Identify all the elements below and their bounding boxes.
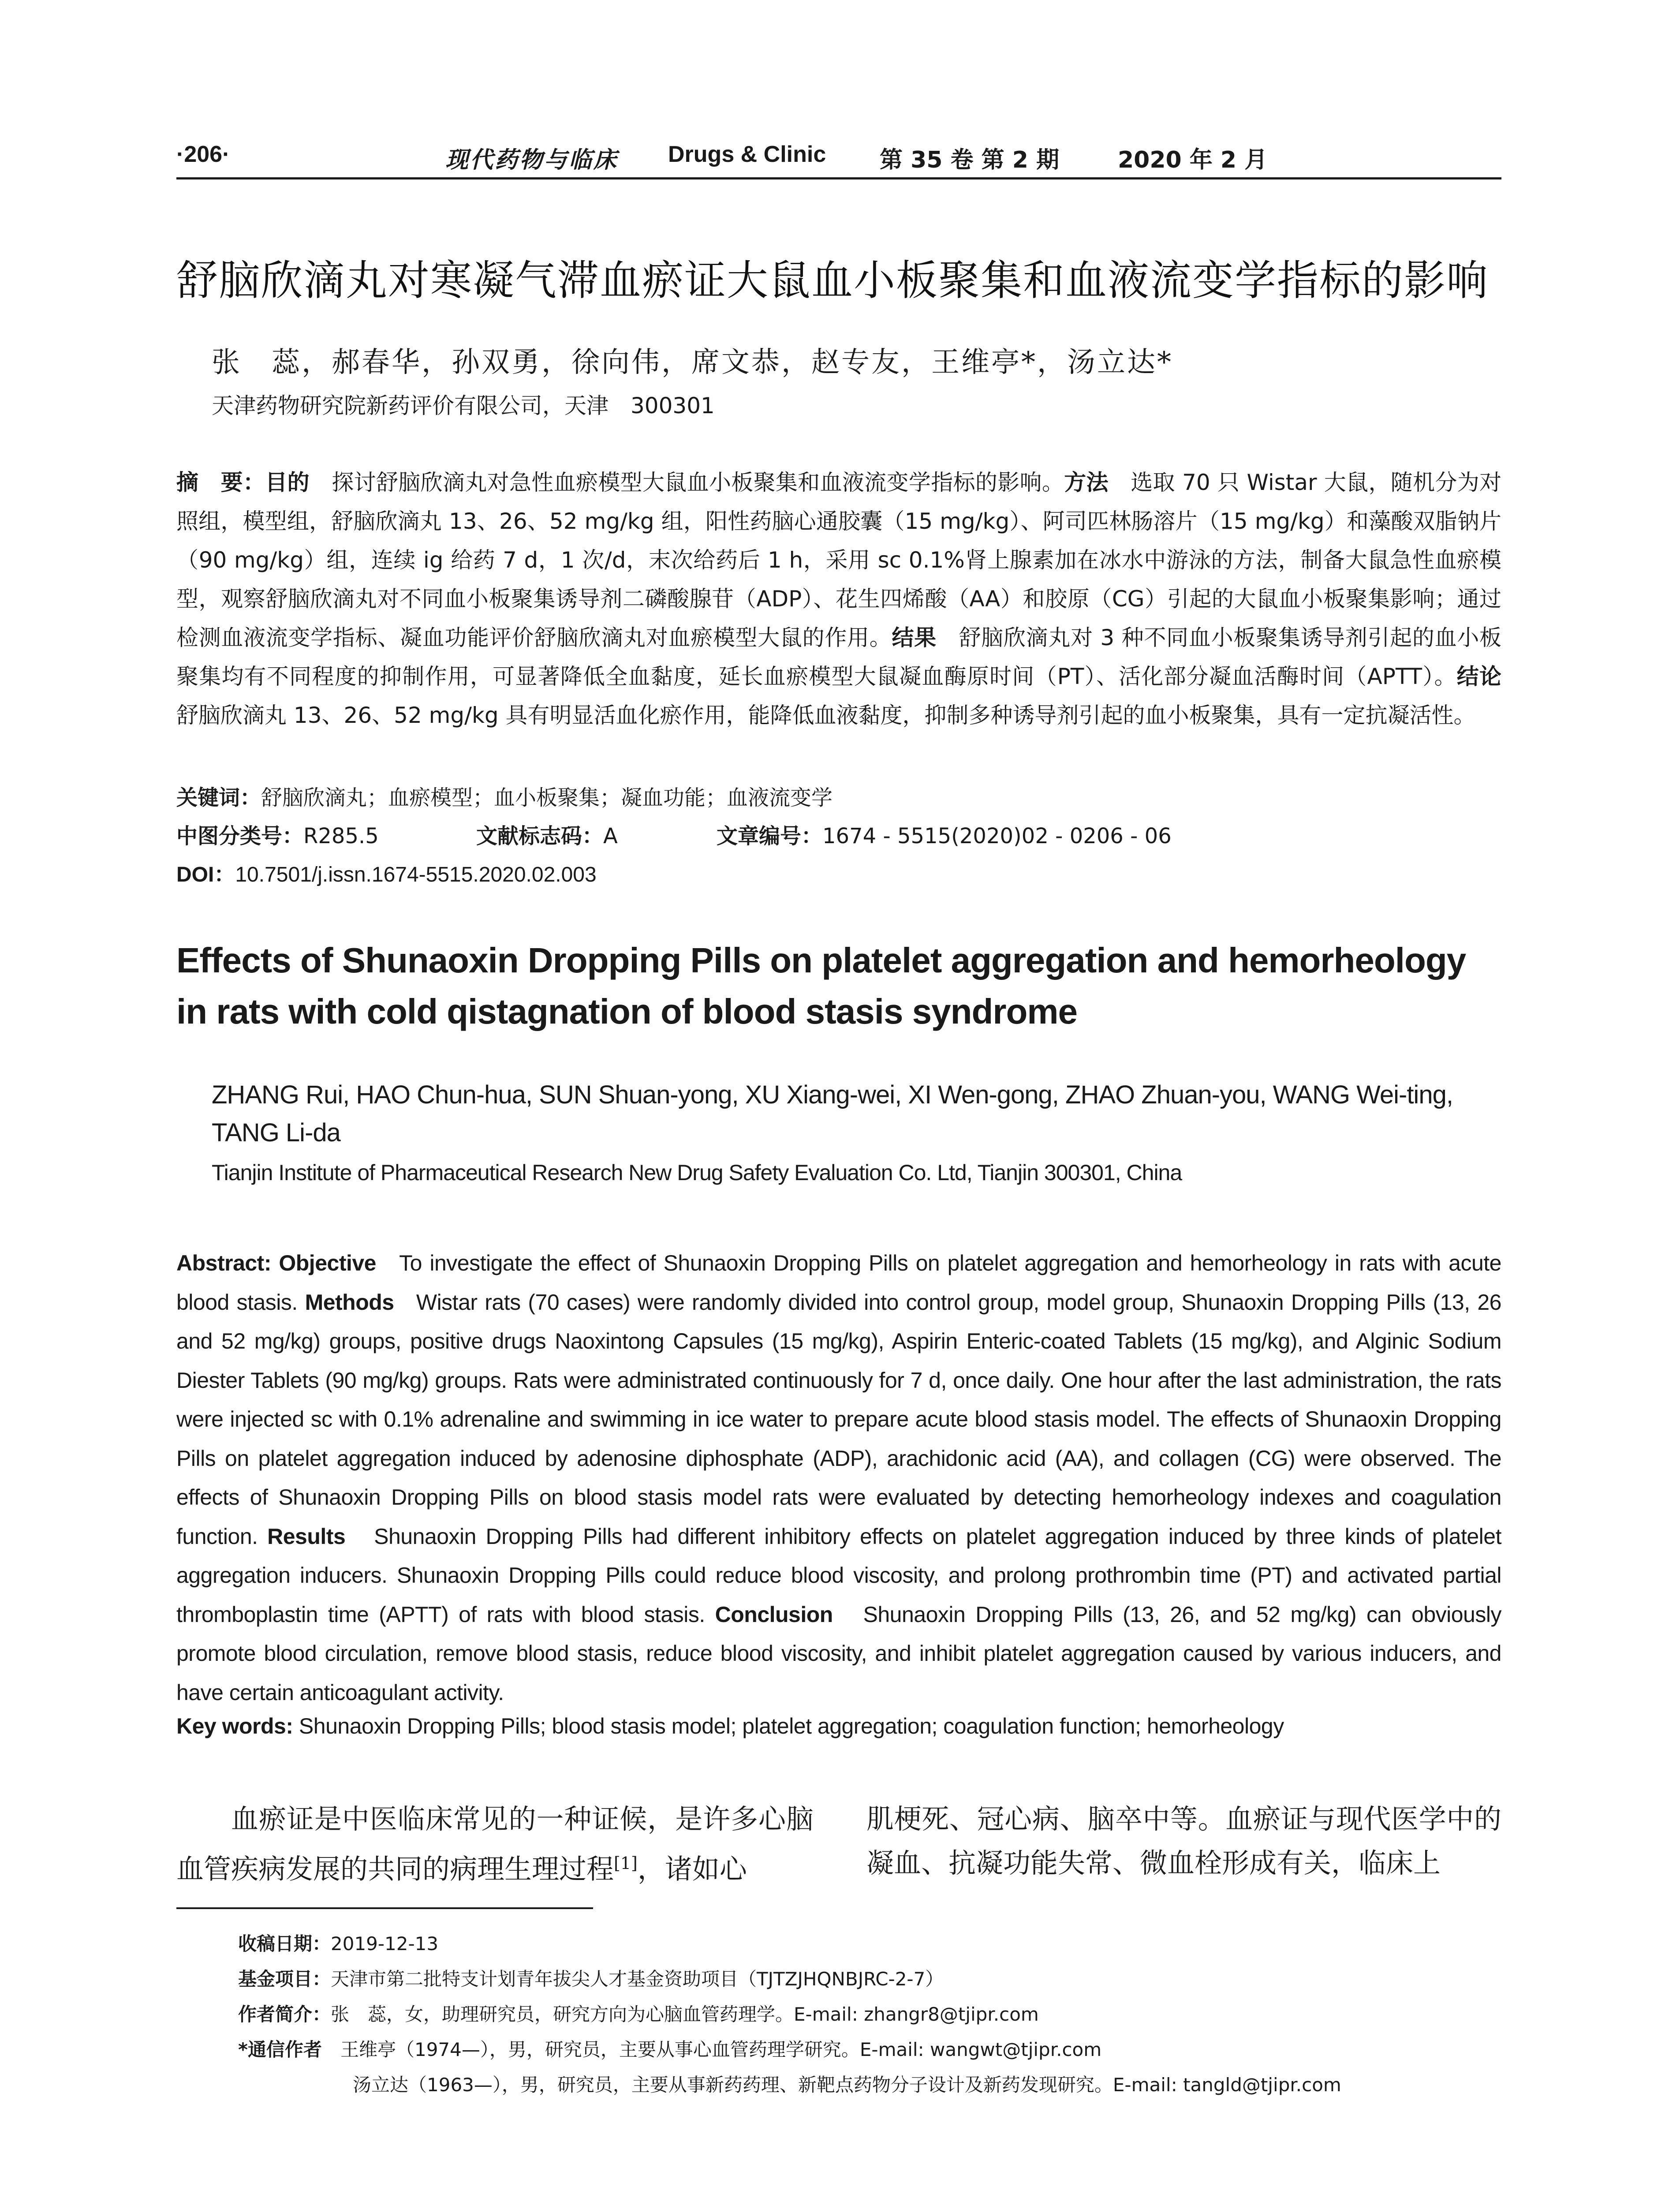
objective-en: To investigate the effect of Shunaoxin Dropping Pills on platelet aggregation and hemorheology in rats with acute blood stasis. (176, 1251, 1501, 1315)
corr-label: *通信作者 (238, 2039, 322, 2060)
journal-issue: 第 35 卷 第 2 期 (880, 147, 1060, 173)
authors-en: ZHANG Rui, HAO Chun-hua, SUN Shuan-yong, XU Xiang-wei, XI Wen-gong, ZHAO Zhuan-you, WANG Wei-ting, TANG Li-da (212, 1080, 1453, 1147)
results-en-label: Results (267, 1524, 346, 1549)
conclusion-en-label: Conclusion (715, 1602, 833, 1627)
bio-text: 张 蕊，女，助理研究员，研究方向为心脑血管药理学。E-mail: zhangr8@tjipr.com (331, 2003, 1039, 2025)
body-column-right: 肌梗死、冠心病、脑卒中等。血瘀证与现代医学中的凝血、抗凝功能失常、微血栓形成有关，临床上 (866, 1803, 1501, 1879)
article-number: 1674 - 5515(2020)02 - 0206 - 06 (822, 824, 1172, 848)
methods-en-label: Methods (305, 1289, 394, 1315)
doi-line (176, 857, 597, 888)
doc-code-line (476, 819, 618, 849)
journal-name-cn: 现代药物与临床 (445, 146, 619, 173)
keywords-en-label: Key words: (176, 1714, 293, 1738)
body-left-text: 血瘀证是中医临床常见的一种证候，是许多心脑血管疾病发展的共同的病理生理过程 (176, 1803, 814, 1885)
classification-line (176, 819, 379, 849)
keywords-cn-text: 舒脑欣滴丸；血瘀模型；血小板聚集；凝血功能；血液流变学 (261, 785, 833, 810)
received-date: 2019-12-13 (331, 1933, 439, 1955)
abstract-cn (176, 463, 1501, 735)
article-number-line (717, 819, 1172, 849)
footnote-fund (238, 1965, 944, 1991)
page-number: ·206· (176, 142, 230, 167)
article-number-label: 文章编号： (717, 824, 823, 848)
doc-code: A (603, 824, 618, 848)
body-column-left (176, 1797, 814, 1891)
footnote-author-bio (238, 2000, 1039, 2026)
journal-name-en: Drugs & Clinic (668, 142, 826, 167)
keywords-cn-label: 关键词： (176, 785, 261, 810)
received-label: 收稿日期： (238, 1933, 331, 1955)
fund-label: 基金项目： (238, 1968, 331, 1990)
footnote-rule (176, 1907, 593, 1909)
affiliation-cn: 天津药物研究院新药评价有限公司，天津 300301 (212, 393, 715, 419)
keywords-en-text: Shunaoxin Dropping Pills; blood stasis model; platelet aggregation; coagulation function; hemorheology (299, 1714, 1284, 1738)
abstract-en (176, 1244, 1501, 1712)
header-rule (176, 177, 1501, 179)
abstract-en-label: Abstract: Objective (176, 1251, 376, 1275)
doi-label: DOI： (176, 863, 235, 886)
results-en: Shunaoxin Dropping Pills had different inhibitory effects on platelet aggregation induced by three kinds of platelet aggregation inducers. Shunaoxin Dropping Pills could reduce blood viscosity, and prolong prothrombin time (PT) and activated partial thromboplastin time (APTT) of rats with blood stasis. (176, 1524, 1501, 1627)
footnote-received (238, 1929, 438, 1956)
clc-label: 中图分类号： (176, 824, 304, 848)
conclusion-cn: 舒脑欣滴丸 13、26、52 mg/kg 具有明显活血化瘀作用，能降低血液黏度，抑制多种诱导剂引起的血小板聚集，具有一定抗凝活性。 (176, 703, 1476, 728)
results-cn-label: 结果 (892, 625, 937, 650)
doc-code-label: 文献标志码： (476, 824, 604, 848)
authors-cn: 张 蕊，郝春华，孙双勇，徐向伟，席文恭，赵专友，王维亭*，汤立达* (212, 346, 1173, 379)
objective-cn-label: 目的 (265, 470, 310, 495)
doi-value: 10.7501/j.issn.1674-5515.2020.02.003 (235, 863, 597, 886)
footnote-correspondence-2: 汤立达（1963—），男，研究员，主要从事新药药理、新靶点药物分子设计及新药发现研究。E-mail: tangld@tjipr.com (353, 2074, 1341, 2096)
bio-label: 作者简介： (238, 2003, 331, 2025)
body-left-tail: ，诸如心 (637, 1853, 747, 1885)
methods-cn-label: 方法 (1064, 470, 1109, 495)
conclusion-en: Shunaoxin Dropping Pills (13, 26, and 52 mg/kg) can obviously promote blood circulation, remove blood stasis, reduce blood viscosity, and inhibit platelet aggregation caused by various inducers, and have certain anticoagulant activity. (176, 1602, 1501, 1705)
journal-date: 2020 年 2 月 (1118, 147, 1268, 173)
corr-author-1: 王维亭（1974—），男，研究员，主要从事心血管药理学研究。E-mail: wangwt@tjipr.com (340, 2039, 1102, 2060)
methods-en: Wistar rats (70 cases) were randomly divided into control group, model group, Shunaoxin Dropping Pills (13, 26 and 52 mg/kg) groups, positive drugs Naoxintong Capsules (15 mg/kg), Aspirin Enteric-coated Tablets (15 mg/kg), and Alginic Sodium Diester Tablets (90 mg/kg) groups. Rats were administrated continuously for 7 d, once daily. One hour after the last administration, the rats were injected sc with 0.1% adrenaline and swimming in ice water to prepare acute blood stasis model. The effects of Shunaoxin Dropping Pills on platelet aggregation induced by adenosine diphosphate (ADP), arachidonic acid (AA), and collagen (CG) were observed. The effects of Shunaoxin Dropping Pills on blood stasis model rats were evaluated by detecting hemorheology indexes and coagulation function. (176, 1289, 1501, 1549)
footnote-correspondence (238, 2035, 1101, 2062)
conclusion-cn-label: 结论 (1456, 664, 1501, 689)
fund-text: 天津市第二批特支计划青年拔尖人才基金资助项目（TJTZJHQNBJRC-2-7） (331, 1968, 944, 1990)
results-cn: 舒脑欣滴丸对 3 种不同血小板聚集诱导剂引起的血小板聚集均有不同程度的抑制作用，可显著降低全血黏度，延长血瘀模型大鼠凝血酶原时间（PT）、活化部分凝血活酶时间（APTT）。 (176, 625, 1501, 689)
keywords-cn (176, 781, 833, 811)
clc-number: R285.5 (303, 824, 379, 848)
citation-ref[interactable]: [1] (614, 1854, 638, 1873)
keywords-en (176, 1713, 1284, 1739)
objective-cn: 探讨舒脑欣滴丸对急性血瘀模型大鼠血小板聚集和血液流变学指标的影响。 (332, 470, 1064, 495)
paper-title-cn: 舒脑欣滴丸对寒凝气滞血瘀证大鼠血小板聚集和血液流变学指标的影响 (176, 257, 1489, 305)
affiliation-en: Tianjin Institute of Pharmaceutical Research New Drug Safety Evaluation Co. Ltd, Tianjin 300301, China (212, 1160, 1182, 1185)
methods-cn: 选取 70 只 Wistar 大鼠，随机分为对照组，模型组，舒脑欣滴丸 13、26、52 mg/kg 组，阳性药脑心通胶囊（15 mg/kg）、阿司匹林肠溶片（15 mg/kg）和藻酸双脂钠片（90 mg/kg）组，连续 ig 给药 7 d，1 次/d，末次给药后 1 h，采用 sc 0.1%肾上腺素加在冰水中游泳的方法，制备大鼠急性血瘀模型，观察舒脑欣滴丸对不同血小板聚集诱导剂二磷酸腺苷（ADP）、花生四烯酸（AA）和胶原（CG）引起的大鼠血小板聚集影响；通过检测血液流变学指标、凝血功能评价舒脑欣滴丸对血瘀模型大鼠的作用。 (176, 470, 1502, 650)
paper-title-en: Effects of Shunaoxin Dropping Pills on platelet aggregation and hemorheology in rats with cold qistagnation of blood stasis syndrome (176, 941, 1466, 1031)
abstract-cn-label: 摘 要： (176, 470, 265, 495)
